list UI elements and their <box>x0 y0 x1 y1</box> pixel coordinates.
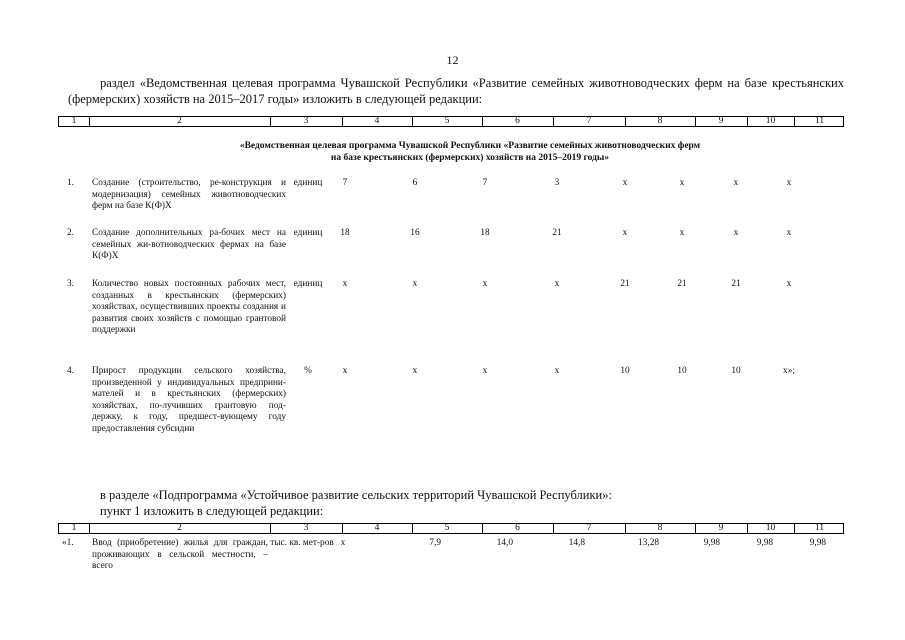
section2-line1: в разделе «Подпрограмма «Устойчивое развитие сельских территорий Чувашской Республики»: <box>100 488 612 502</box>
row-value: 7,9 <box>429 538 441 548</box>
column-number: 7 <box>586 523 592 533</box>
row-value: 14,8 <box>568 538 585 548</box>
row-value: х <box>622 228 628 238</box>
program-title <box>150 140 790 164</box>
column-divider <box>342 117 343 126</box>
row-name: Прирост продукции сельского хозяйства, произведенной у индивидуальных предприни-мателей и в крестьянских (фермерских) хозяйствах, по-лучивших грантовую под-держку, к году, предшест-вующему году предоставления субсидии <box>92 366 286 434</box>
row-value: 9,98 <box>756 538 773 548</box>
row-value: х <box>554 279 560 289</box>
row-number: 4. <box>67 366 74 376</box>
row-value: х <box>786 228 792 238</box>
row-unit: % <box>304 366 312 376</box>
row-value: 7 <box>342 178 348 188</box>
column-divider <box>412 524 413 533</box>
row-name: Количество новых постоянных рабочих мест, созданных в крестьянских (фермерских) хозяйствах, осуществивших проекты создания и развития своих хозяйств с помощью грантовой поддержки <box>92 279 286 335</box>
column-number: 8 <box>657 523 663 533</box>
column-divider <box>342 524 343 533</box>
row-value: 10 <box>731 366 741 376</box>
row-value: 9,98 <box>703 538 720 548</box>
row-value: х <box>482 279 488 289</box>
column-number: 11 <box>814 116 825 126</box>
intro-paragraph: раздел «Ведомственная целевая программа Чувашской Республики «Развитие семейных животноводческих ферм на базе крестьянских (фермерских) хозяйств на 2015–2017 годы» изложить в следующей редакции: <box>68 76 844 106</box>
column-number: 4 <box>374 523 380 533</box>
column-number: 3 <box>303 116 309 126</box>
row-value: х <box>482 366 488 376</box>
column-number-row <box>58 116 844 127</box>
row-value: х»; <box>783 366 795 376</box>
column-divider <box>695 524 696 533</box>
column-divider <box>794 524 795 533</box>
column-number: 2 <box>177 116 182 126</box>
row-number: 1. <box>67 178 74 188</box>
row-value: 18 <box>480 228 490 238</box>
row-value: х <box>554 366 560 376</box>
row-value: х <box>342 279 348 289</box>
row-value: х <box>733 228 739 238</box>
column-divider <box>747 524 748 533</box>
row-name: Создание дополнительных ра-бочих мест на семейных жи-вотноводческих фермах на базе К(Ф)Х <box>92 228 286 261</box>
row-number: 3. <box>67 279 74 289</box>
column-divider <box>482 524 483 533</box>
column-divider <box>270 524 271 533</box>
column-divider <box>695 117 696 126</box>
row-name: Создание (строительство, ре-конструкция и модернизация) семейных животноводческих ферм на базе К(Ф)Х <box>92 178 286 211</box>
column-divider <box>553 524 554 533</box>
row-value: 21 <box>731 279 741 289</box>
row-value: 10 <box>677 366 687 376</box>
row-value: х <box>679 178 685 188</box>
row-value: х <box>622 178 628 188</box>
column-number: 2 <box>177 523 182 533</box>
column-divider <box>89 524 90 533</box>
program-title-line2: на базе крестьянских (фермерских) хозяйств на 2015–2019 годы» <box>330 153 610 163</box>
row-unit: единиц <box>293 279 323 289</box>
row-value: х <box>786 178 792 188</box>
column-number: 3 <box>303 523 309 533</box>
row-value: 7 <box>482 178 488 188</box>
column-number: 1 <box>71 116 77 126</box>
column-divider <box>747 117 748 126</box>
row-value: 16 <box>410 228 420 238</box>
column-number: 9 <box>718 523 724 533</box>
section2-line2: пункт 1 изложить в следующей редакции: <box>100 504 324 518</box>
column-divider <box>482 117 483 126</box>
column-number: 8 <box>657 116 663 126</box>
row-value: х <box>340 538 346 548</box>
column-number: 1 <box>71 523 77 533</box>
row-value: 9,98 <box>809 538 826 548</box>
column-divider <box>625 117 626 126</box>
row-unit: тыс. кв. мет-ров <box>270 538 334 548</box>
row-unit: единиц <box>293 228 323 238</box>
column-number: 4 <box>374 116 380 126</box>
row-value: 3 <box>554 178 560 188</box>
column-divider <box>553 117 554 126</box>
row-unit: единиц <box>293 178 323 188</box>
row-value: 14,0 <box>496 538 513 548</box>
column-number: 10 <box>765 523 776 533</box>
row-number: 2. <box>67 228 74 238</box>
column-divider <box>625 524 626 533</box>
row-value: 21 <box>677 279 687 289</box>
row-value: х <box>786 279 792 289</box>
row-value: 6 <box>412 178 418 188</box>
row-value: х <box>733 178 739 188</box>
column-number: 11 <box>814 523 825 533</box>
column-number: 5 <box>444 523 450 533</box>
column-number: 6 <box>515 523 520 533</box>
page-number: 12 <box>446 53 459 67</box>
column-number: 9 <box>718 116 724 126</box>
row-value: х <box>412 366 418 376</box>
row-value: 21 <box>620 279 630 289</box>
row-number: «1. <box>62 538 74 548</box>
row-value: х <box>412 279 418 289</box>
column-number-row <box>58 523 844 534</box>
column-divider <box>89 117 90 126</box>
column-divider <box>794 117 795 126</box>
column-number: 10 <box>765 116 776 126</box>
program-title-line1: «Ведомственная целевая программа Чувашской Республики «Развитие семейных животноводческих ферм <box>239 141 701 151</box>
column-number: 5 <box>444 116 450 126</box>
column-divider <box>270 117 271 126</box>
row-value: х <box>342 366 348 376</box>
row-value: 10 <box>620 366 630 376</box>
column-number: 6 <box>515 116 520 126</box>
column-number: 7 <box>586 116 592 126</box>
row-value: 13,28 <box>638 538 659 548</box>
row-value: 21 <box>552 228 562 238</box>
column-divider <box>412 117 413 126</box>
row-value: х <box>679 228 685 238</box>
row-name: Ввод (приобретение) жилья для граждан, проживающих в сельской местности, – всего <box>92 538 268 571</box>
row-value: 18 <box>340 228 350 238</box>
